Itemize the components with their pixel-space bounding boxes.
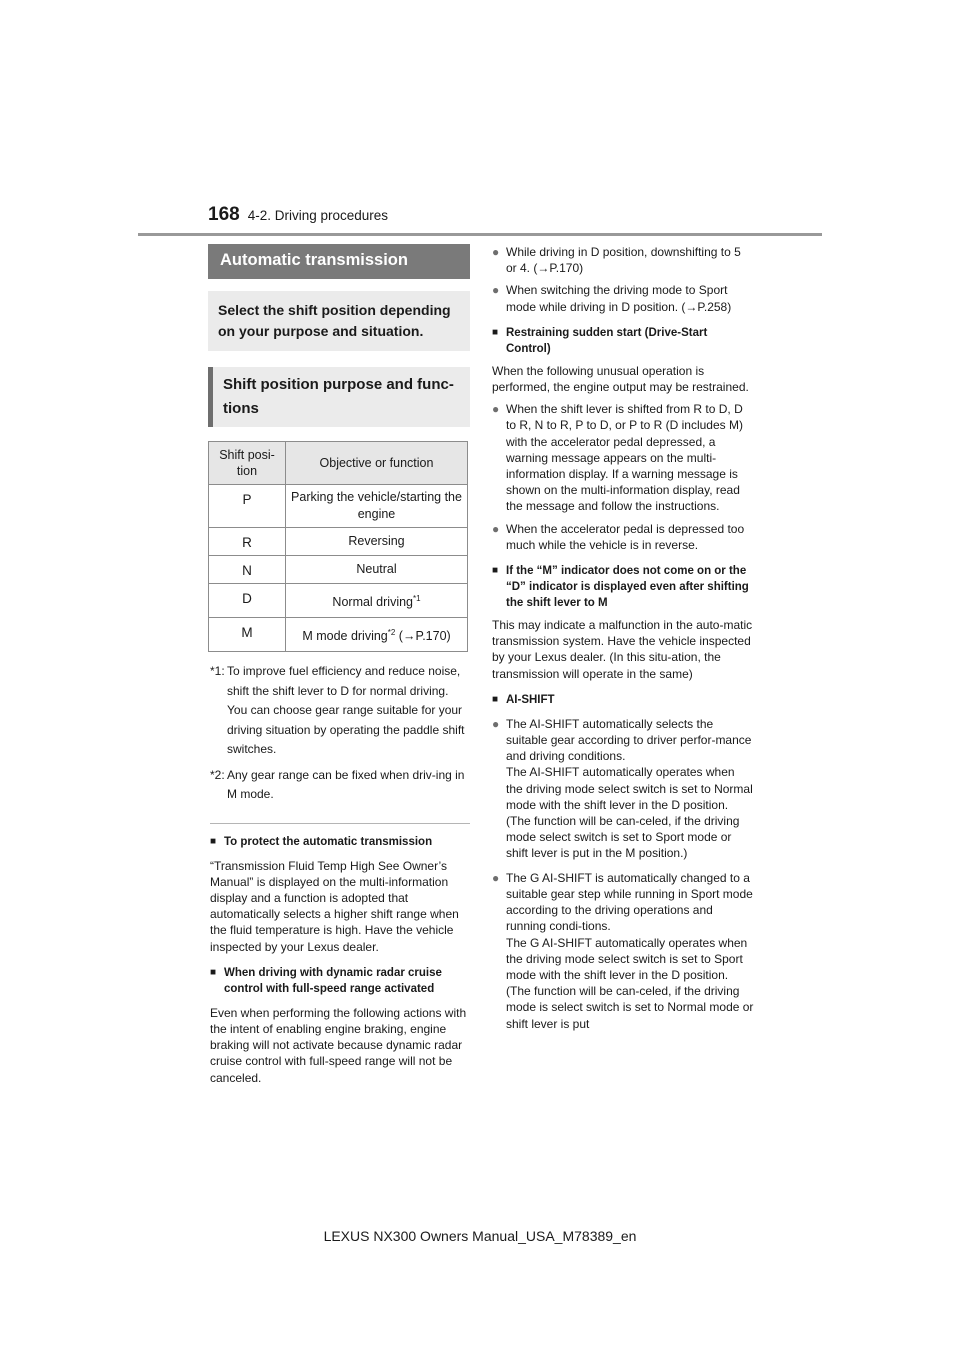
section-body: This may indicate a malfunction in the auto-matic transmission system. Have the vehicle inspected by your Lexus dealer. (In this situ-ation, the transmission will operate in the same) (492, 618, 753, 681)
cell-function (286, 584, 468, 618)
cell-function (286, 556, 468, 584)
subheading-box: Shift position purpose and func-tions (208, 367, 470, 427)
footnote-ref: *1 (413, 593, 421, 603)
bullet-dot-icon: ● (492, 402, 500, 417)
list-item-text: The G AI-SHIFT is automatically changed to a suitable gear step while running in Sport mode according to the driving operations and running condi-tions. The G AI-SHIFT automatically operates when the driving mode select switch is set to Sport mode with the shift lever in the D position. (The function will be can-celed, if the driving mode is select switch is set to Normal mode or shift lever is put (506, 870, 754, 1031)
table-row (209, 584, 468, 618)
section-heading-text: Restraining sudden start (Drive-Start Control) (506, 326, 708, 355)
note-body: Even when performing the following actions with the intent of enabling engine braking, engine braking will not activate because dynamic radar cruise control with full-speed range will not be canceled. (210, 1005, 467, 1085)
article-title: Automatic transmission (208, 244, 470, 279)
footnote-mark: *2: (210, 767, 225, 782)
page-header (208, 204, 388, 234)
lead-box: Select the shift position depending on your purpose and situation. (208, 291, 470, 351)
table-row (209, 485, 468, 528)
shift-position-table (208, 441, 468, 652)
square-bullet-icon: ■ (492, 693, 499, 705)
bullet-dot-icon: ● (492, 521, 500, 536)
column-header-function: Objective or function (286, 442, 468, 485)
section-heading (492, 563, 754, 611)
list-item-text: While driving in D position, downshifting to 5 or 4. (→P.170) (506, 245, 741, 276)
note-heading-text: When driving with dynamic radar cruise control with full-speed range activated (224, 966, 442, 995)
footnote-mark: *1: (210, 664, 225, 678)
cell-function (286, 485, 468, 528)
footnote-text: You can choose gear range suitable for your driving situation by operating the paddle shift switches. (227, 703, 465, 756)
list-item (492, 870, 754, 1032)
cell-position: P (209, 485, 286, 528)
table-row (209, 528, 468, 556)
bullet-dot-icon: ● (492, 870, 500, 885)
list-item (492, 716, 754, 862)
table-row (209, 618, 468, 652)
cell-function (286, 528, 468, 556)
table-row (209, 556, 468, 584)
list-item (492, 282, 754, 314)
left-column (210, 244, 470, 1086)
page-footer: LEXUS NX300 Owners Manual_USA_M78389_en (323, 1228, 637, 1244)
cell-position: R (209, 528, 286, 556)
bullet-dot-icon: ● (492, 716, 500, 731)
note-heading (210, 834, 470, 850)
function-text: Neutral (356, 562, 397, 576)
header-rule (138, 233, 822, 236)
page-number: 168 (208, 204, 240, 225)
table-header-row (209, 442, 468, 485)
cell-position: M (209, 618, 286, 652)
square-bullet-icon: ■ (492, 326, 499, 338)
list-item-text: The AI-SHIFT automatically selects the suitable gear according to driver perfor-mance and driving conditions. The AI-SHIFT automatically operates when the driving mode select switch is set to Normal mode with the shift lever in the D position. (The function will be can-celed, if the driving mode select switch is set to Sport mode or shift lever is put in the M position.) (506, 716, 753, 861)
function-text: Normal driving (332, 595, 414, 610)
list-item-text: When the accelerator pedal is depressed too much while the vehicle is in reverse. (506, 521, 745, 552)
section-heading (492, 692, 754, 708)
footnote-text: Any gear range can be fixed when driv-ing in M mode. (227, 767, 465, 801)
cell-position: N (209, 556, 286, 584)
right-column (492, 244, 754, 1032)
cell-position: D (209, 584, 286, 618)
function-text: Reversing (348, 534, 405, 548)
square-bullet-icon: ■ (210, 966, 217, 978)
bullet-dot-icon: ● (492, 245, 500, 259)
footnote (210, 766, 470, 805)
page-reference: (→P.170) (395, 629, 451, 644)
footnote (210, 662, 470, 760)
divider (210, 823, 470, 824)
function-text: M mode driving (302, 629, 388, 644)
section-body: When the following unusual operation is performed, the engine output may be restrained. (492, 363, 749, 395)
column-header-position: Shift posi-tion (209, 442, 286, 485)
note-heading-text: To protect the automatic transmission (224, 835, 433, 848)
list-item (492, 244, 754, 276)
square-bullet-icon: ■ (492, 565, 499, 577)
bullet-dot-icon: ● (492, 283, 500, 298)
footnote-text: To improve fuel efficiency and reduce noise, shift the shift lever to D for normal driving. (227, 664, 461, 698)
list-item (492, 521, 754, 553)
note-body: “Transmission Fluid Temp High See Owner’s Manual” is displayed on the multi-information display and a function is adopted that automatically selects a higher shift range when the fluid temperature is high. Have the vehicle inspected by your Lexus dealer. (210, 858, 459, 954)
note-heading (210, 965, 470, 997)
section-title: 4-2. Driving procedures (247, 208, 389, 223)
list-item (492, 401, 754, 514)
section-heading-text: If the “M” indicator does not come on or the “D” indicator is displayed even after shifting the shift lever to M (506, 565, 749, 610)
list-item-text: When the shift lever is shifted from R to D, D to R, N to R, P to D, or P to R (D includes M) with the accelerator pedal depressed, a warning message appears on the multi-information display. If a warning message is shown on the multi-information display, read the message and follow the instructions. (506, 402, 743, 514)
list-item-text: When switching the driving mode to Sport mode while driving in D position. (→P.258) (506, 283, 732, 314)
function-text: Parking the vehicle/starting the engine (291, 490, 462, 521)
section-heading-text: AI-SHIFT (506, 693, 555, 706)
section-heading (492, 325, 754, 357)
footnote-ref: *2 (387, 627, 396, 637)
cell-function (286, 618, 468, 652)
square-bullet-icon: ■ (210, 835, 217, 847)
